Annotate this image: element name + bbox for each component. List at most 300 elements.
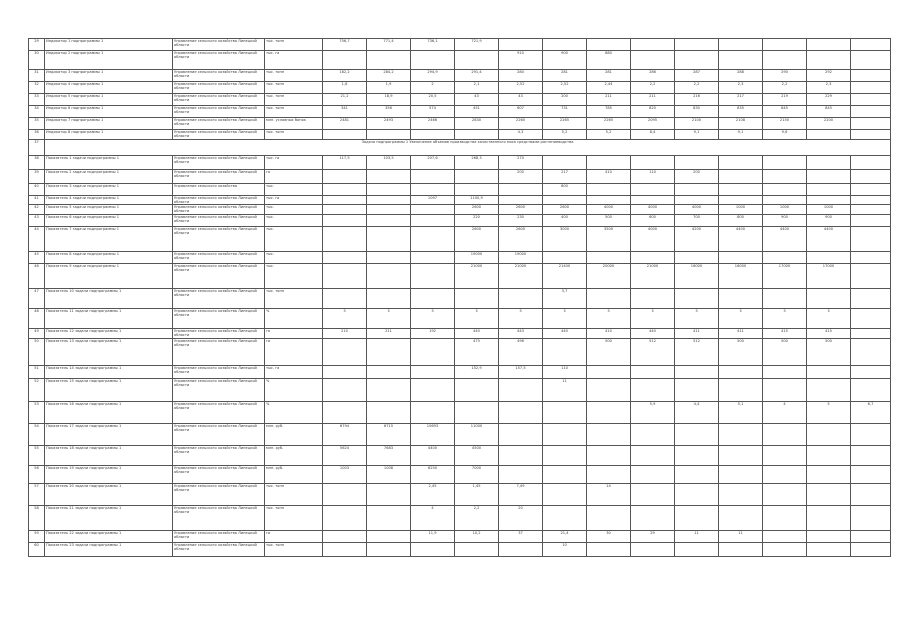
cell-indicator: Индикатор 5 подпрограммы 1	[45, 94, 173, 106]
cell-v13	[851, 205, 891, 215]
cell-v3: 2	[411, 82, 455, 94]
cell-no: 55	[29, 446, 45, 466]
table-row	[29, 215, 891, 227]
cell-v3	[411, 252, 455, 264]
cell-no: 32	[29, 82, 45, 94]
cell-v4	[455, 51, 499, 70]
cell-v9	[675, 51, 719, 70]
cell-v12	[807, 446, 851, 466]
cell-indicator: Индикатор 3 подпрограммы 1	[45, 70, 173, 82]
cell-executor: Управление сельского хозяйства Липецкой области	[173, 543, 265, 557]
cell-v12: 229	[807, 94, 851, 106]
cell-v6: 900	[543, 51, 587, 70]
cell-v1	[323, 289, 367, 309]
table-row	[29, 130, 891, 140]
cell-executor: Управление сельского хозяйства Липецкой области	[173, 289, 265, 309]
cell-v11	[763, 156, 807, 170]
cell-v11: 9,6	[763, 130, 807, 140]
cell-no: 44	[29, 227, 45, 252]
cell-v9: 9,1	[675, 130, 719, 140]
cell-v11	[763, 196, 807, 205]
table-row	[29, 289, 891, 309]
cell-v4	[455, 130, 499, 140]
cell-unit: га	[265, 170, 323, 184]
cell-v4: 3	[455, 309, 499, 329]
cell-v2	[367, 130, 411, 140]
cell-executor: Управление сельского хозяйства Липецкой области	[173, 130, 265, 140]
cell-v1: 1,8	[323, 82, 367, 94]
cell-executor: Управление сельского хозяйства	[173, 184, 265, 196]
cell-unit: тыс. тонн	[265, 94, 323, 106]
cell-unit: тыс. тонн	[265, 130, 323, 140]
cell-v12	[807, 289, 851, 309]
cell-v3	[411, 289, 455, 309]
cell-v3	[411, 402, 455, 424]
cell-v1: 117,5	[323, 156, 367, 170]
cell-v8: 512	[631, 339, 675, 366]
cell-unit: тыс. тонн	[265, 39, 323, 51]
cell-unit: га	[265, 339, 323, 366]
cell-v11	[763, 39, 807, 51]
cell-v12	[807, 252, 851, 264]
cell-v2	[367, 339, 411, 366]
cell-v8	[631, 424, 675, 446]
cell-v2: 771,4	[367, 39, 411, 51]
cell-v8	[631, 543, 675, 557]
cell-v13	[851, 366, 891, 379]
cell-unit: млн. руб.	[265, 466, 323, 484]
cell-no: 38	[29, 156, 45, 170]
table-row	[29, 118, 891, 130]
cell-v5: 20	[499, 506, 543, 531]
cell-indicator: Показатель 20 задачи подпрограммы 1	[45, 484, 173, 506]
cell-v7	[587, 252, 631, 264]
cell-v8: 4000	[631, 227, 675, 252]
cell-unit: тыс. тонн	[265, 484, 323, 506]
cell-v7: 410	[587, 170, 631, 184]
cell-v2: 6715	[367, 424, 411, 446]
cell-v9: 830	[675, 106, 719, 118]
cell-v2: 2493	[367, 118, 411, 130]
cell-v5	[499, 402, 543, 424]
cell-no: 58	[29, 506, 45, 531]
cell-v4: 2,2	[455, 506, 499, 531]
cell-v3: 10693	[411, 424, 455, 446]
cell-indicator: Показатель 15 задачи подпрограммы 1	[45, 379, 173, 402]
cell-v10	[719, 484, 763, 506]
cell-unit: тыс.	[265, 252, 323, 264]
cell-v1: 756,7	[323, 39, 367, 51]
cell-v7	[587, 543, 631, 557]
cell-v10: 5,1	[719, 402, 763, 424]
cell-v1	[323, 402, 367, 424]
cell-v13	[851, 543, 891, 557]
cell-v1	[323, 366, 367, 379]
cell-unit: млн. руб.	[265, 424, 323, 446]
cell-v10	[719, 446, 763, 466]
cell-no: 34	[29, 106, 45, 118]
cell-v6: 440	[543, 329, 587, 339]
cell-v13	[851, 82, 891, 94]
table-row	[29, 264, 891, 289]
cell-v2: 356	[367, 106, 411, 118]
cell-v9	[675, 196, 719, 205]
cell-v12: 845	[807, 106, 851, 118]
cell-v10	[719, 366, 763, 379]
cell-v8: 21000	[631, 264, 675, 289]
cell-v1	[323, 170, 367, 184]
cell-v10: 3	[719, 309, 763, 329]
cell-v10	[719, 289, 763, 309]
cell-v4: 2830	[455, 118, 499, 130]
cell-v8: 29	[631, 531, 675, 543]
cell-v4	[455, 170, 499, 184]
cell-indicator: Индикатор 4 подпрограммы 1	[45, 82, 173, 94]
cell-v3	[411, 543, 455, 557]
cell-v4: 7000	[455, 466, 499, 484]
cell-v8	[631, 184, 675, 196]
cell-v11	[763, 289, 807, 309]
cell-v1	[323, 205, 367, 215]
cell-v1	[323, 51, 367, 70]
cell-v3	[411, 184, 455, 196]
cell-v7: 2265	[587, 118, 631, 130]
table-row	[29, 446, 891, 466]
cell-v4: 2,1	[455, 82, 499, 94]
cell-v11: 900	[763, 215, 807, 227]
cell-v2	[367, 227, 411, 252]
table-row	[29, 329, 891, 339]
cell-v4: 451	[455, 106, 499, 118]
cell-v7	[587, 366, 631, 379]
cell-executor: Управление сельского хозяйства Липецкой области	[173, 379, 265, 402]
cell-v6	[543, 466, 587, 484]
cell-v11: 1000	[763, 205, 807, 215]
cell-v11	[763, 366, 807, 379]
cell-no: 41	[29, 196, 45, 205]
cell-v7: 20000	[587, 264, 631, 289]
cell-v6: 110	[543, 366, 587, 379]
cell-no: 56	[29, 466, 45, 484]
cell-v13	[851, 329, 891, 339]
cell-v4: 43	[455, 94, 499, 106]
cell-indicator: Показатель 10 задачи подпрограммы 1	[45, 289, 173, 309]
cell-v10	[719, 252, 763, 264]
cell-executor: Управление сельского хозяйства Липецкой области	[173, 118, 265, 130]
cell-v5: 443	[499, 329, 543, 339]
cell-no: 30	[29, 51, 45, 70]
cell-no: 60	[29, 543, 45, 557]
cell-v9	[675, 446, 719, 466]
cell-v2	[367, 506, 411, 531]
cell-v8: 4000	[631, 205, 675, 215]
cell-v7: 4000	[587, 205, 631, 215]
cell-v12	[807, 130, 851, 140]
cell-v9	[675, 252, 719, 264]
cell-v6: 800	[543, 184, 587, 196]
cell-v1	[323, 130, 367, 140]
cell-v5: 496	[499, 339, 543, 366]
cell-unit: тыс.	[265, 205, 323, 215]
cell-v10: 800	[719, 215, 763, 227]
cell-v7: 410	[587, 329, 631, 339]
indicator-table	[28, 38, 891, 557]
cell-v5	[499, 543, 543, 557]
cell-v4: 19000	[455, 252, 499, 264]
cell-v10	[719, 543, 763, 557]
cell-indicator: Показатель 11 задачи подпрограммы 1	[45, 309, 173, 329]
cell-v10	[719, 379, 763, 402]
cell-v9: 200	[675, 170, 719, 184]
cell-executor: Управление сельского хозяйства Липецкой области	[173, 309, 265, 329]
cell-v1: 3	[323, 309, 367, 329]
cell-v12: 4400	[807, 227, 851, 252]
cell-v11: 219	[763, 94, 807, 106]
cell-v1: 182,2	[323, 70, 367, 82]
cell-v13	[851, 94, 891, 106]
cell-v7: 785	[587, 106, 631, 118]
cell-v4	[455, 402, 499, 424]
cell-v6: 3	[543, 309, 587, 329]
cell-v8	[631, 366, 675, 379]
table-row	[29, 170, 891, 184]
cell-v11: 17000	[763, 264, 807, 289]
cell-unit: тыс. тонн	[265, 70, 323, 82]
cell-v1	[323, 379, 367, 402]
cell-v9	[675, 39, 719, 51]
cell-no: 51	[29, 366, 45, 379]
cell-executor: Управление сельского хозяйства Липецкой области	[173, 215, 265, 227]
cell-v6: 2600	[543, 205, 587, 215]
cell-v1	[323, 215, 367, 227]
cell-v2	[367, 170, 411, 184]
table-row	[29, 106, 891, 118]
cell-unit: тыс.	[265, 184, 323, 196]
cell-indicator: Индикатор 2 подпрограммы 1	[45, 51, 173, 70]
table-row	[29, 51, 891, 70]
cell-v12: 415	[807, 329, 851, 339]
cell-v8	[631, 446, 675, 466]
cell-v2	[367, 379, 411, 402]
cell-v4: 11000	[455, 424, 499, 446]
cell-v10: 16000	[719, 264, 763, 289]
cell-v3	[411, 379, 455, 402]
cell-no: 57	[29, 484, 45, 506]
cell-no: 52	[29, 379, 45, 402]
cell-v10	[719, 184, 763, 196]
cell-v4: 2600	[455, 227, 499, 252]
cell-v1	[323, 543, 367, 557]
cell-v4: 2600	[455, 205, 499, 215]
cell-v2: 7683	[367, 446, 411, 466]
cell-unit: тыс. тонн	[265, 106, 323, 118]
cell-v13	[851, 215, 891, 227]
table-row	[29, 466, 891, 484]
cell-v13	[851, 466, 891, 484]
cell-v1: 1003	[323, 466, 367, 484]
cell-v4: 440	[455, 329, 499, 339]
cell-v12	[807, 51, 851, 70]
cell-v7: 281	[587, 70, 631, 82]
cell-v5	[499, 39, 543, 51]
cell-v9: 4000	[675, 205, 719, 215]
cell-v5: 4,3	[499, 130, 543, 140]
cell-v11: 500	[763, 339, 807, 366]
cell-v9: 411	[675, 329, 719, 339]
cell-v13	[851, 379, 891, 402]
cell-v2: 1008	[367, 466, 411, 484]
cell-v5: 157,5	[499, 366, 543, 379]
cell-v13	[851, 339, 891, 366]
cell-v6: 731	[543, 106, 587, 118]
cell-unit: тыс. га	[265, 366, 323, 379]
cell-v12: 500	[807, 339, 851, 366]
cell-v9: 11	[675, 531, 719, 543]
table-row	[29, 339, 891, 366]
cell-v2	[367, 51, 411, 70]
cell-v3	[411, 339, 455, 366]
cell-v7: 211	[587, 94, 631, 106]
cell-unit: тыс. га	[265, 156, 323, 170]
cell-v5: 2,52	[499, 82, 543, 94]
cell-v10	[719, 506, 763, 531]
cell-v4: 4500	[455, 446, 499, 466]
cell-v13	[851, 170, 891, 184]
cell-unit: тыс.	[265, 215, 323, 227]
cell-v6: 21,4	[543, 531, 587, 543]
cell-v7	[587, 184, 631, 196]
cell-unit: тыс.	[265, 264, 323, 289]
cell-v9	[675, 484, 719, 506]
cell-v9	[675, 184, 719, 196]
cell-v8: 211	[631, 94, 675, 106]
cell-v7	[587, 39, 631, 51]
cell-v6: 217	[543, 170, 587, 184]
cell-v9: 512	[675, 339, 719, 366]
cell-v12	[807, 196, 851, 205]
cell-v12	[807, 424, 851, 446]
cell-v11: 415	[763, 329, 807, 339]
cell-v2: 18,9	[367, 94, 411, 106]
cell-v1	[323, 506, 367, 531]
cell-v7	[587, 424, 631, 446]
cell-v7: 3	[587, 309, 631, 329]
cell-v4: 152,9	[455, 366, 499, 379]
cell-no: 54	[29, 424, 45, 446]
cell-v1: 210	[323, 329, 367, 339]
cell-v13	[851, 531, 891, 543]
cell-v6	[543, 446, 587, 466]
table-row	[29, 402, 891, 424]
cell-v8	[631, 484, 675, 506]
cell-v5	[499, 196, 543, 205]
cell-v11: 4400	[763, 227, 807, 252]
cell-indicator: Показатель 1 задачи подпрограммы 1	[45, 156, 173, 170]
cell-no: 33	[29, 94, 45, 106]
cell-indicator: Индикатор 1 подпрограммы 1	[45, 39, 173, 51]
table-row	[29, 184, 891, 196]
cell-v2	[367, 543, 411, 557]
cell-v13	[851, 184, 891, 196]
cell-indicator: Показатель 13 задачи подпрограммы 1	[45, 339, 173, 366]
cell-v8: 5,9	[631, 402, 675, 424]
cell-v9: 4200	[675, 227, 719, 252]
table-row	[29, 39, 891, 51]
cell-v6: 10	[543, 543, 587, 557]
cell-v5: 43	[499, 94, 543, 106]
cell-v12: 2,3	[807, 82, 851, 94]
cell-v6	[543, 424, 587, 446]
cell-executor: Управление сельского хозяйства Липецкой области	[173, 39, 265, 51]
cell-v6: 200	[543, 94, 587, 106]
cell-v11: 845	[763, 106, 807, 118]
cell-v1: 5624	[323, 446, 367, 466]
cell-v9	[675, 466, 719, 484]
cell-v6	[543, 506, 587, 531]
cell-v9	[675, 289, 719, 309]
cell-executor: Управление сельского хозяйства Липецкой области	[173, 227, 265, 252]
cell-v7	[587, 466, 631, 484]
cell-v8	[631, 252, 675, 264]
cell-v5: 37	[499, 531, 543, 543]
table-row	[29, 424, 891, 446]
cell-v7: 3500	[587, 227, 631, 252]
cell-v9: 4,4	[675, 402, 719, 424]
cell-v13	[851, 309, 891, 329]
cell-v4: 10,2	[455, 531, 499, 543]
cell-v7	[587, 506, 631, 531]
cell-v4: 475	[455, 339, 499, 366]
cell-v9	[675, 366, 719, 379]
section-row	[29, 140, 891, 156]
cell-v12	[807, 466, 851, 484]
cell-v9: 16000	[675, 264, 719, 289]
cell-v3	[411, 227, 455, 252]
cell-v1: 21,2	[323, 94, 367, 106]
cell-v4: 220	[455, 215, 499, 227]
cell-v3	[411, 366, 455, 379]
cell-v13	[851, 424, 891, 446]
cell-unit: тыс. тонн	[265, 543, 323, 557]
cell-v8: 440	[631, 329, 675, 339]
cell-unit: %	[265, 379, 323, 402]
cell-v5: 2600	[499, 227, 543, 252]
cell-v8	[631, 39, 675, 51]
cell-v10: 217	[719, 94, 763, 106]
cell-v6: 3,7	[543, 289, 587, 309]
cell-v4: 721,9	[455, 39, 499, 51]
cell-v13	[851, 446, 891, 466]
cell-v2	[367, 484, 411, 506]
cell-no: 42	[29, 205, 45, 215]
cell-no: 40	[29, 184, 45, 196]
cell-v5: 3	[499, 309, 543, 329]
cell-v6	[543, 252, 587, 264]
cell-v8: 600	[631, 215, 675, 227]
cell-v13	[851, 51, 891, 70]
cell-v2: 284,2	[367, 70, 411, 82]
cell-v11	[763, 506, 807, 531]
cell-v8	[631, 506, 675, 531]
cell-v6	[543, 156, 587, 170]
cell-v3: 2466	[411, 118, 455, 130]
cell-v9: 2,2	[675, 82, 719, 94]
cell-v5: 280	[499, 70, 543, 82]
cell-v10: 411	[719, 329, 763, 339]
cell-v12: 1000	[807, 205, 851, 215]
cell-v13	[851, 196, 891, 205]
cell-v11: 3	[763, 309, 807, 329]
